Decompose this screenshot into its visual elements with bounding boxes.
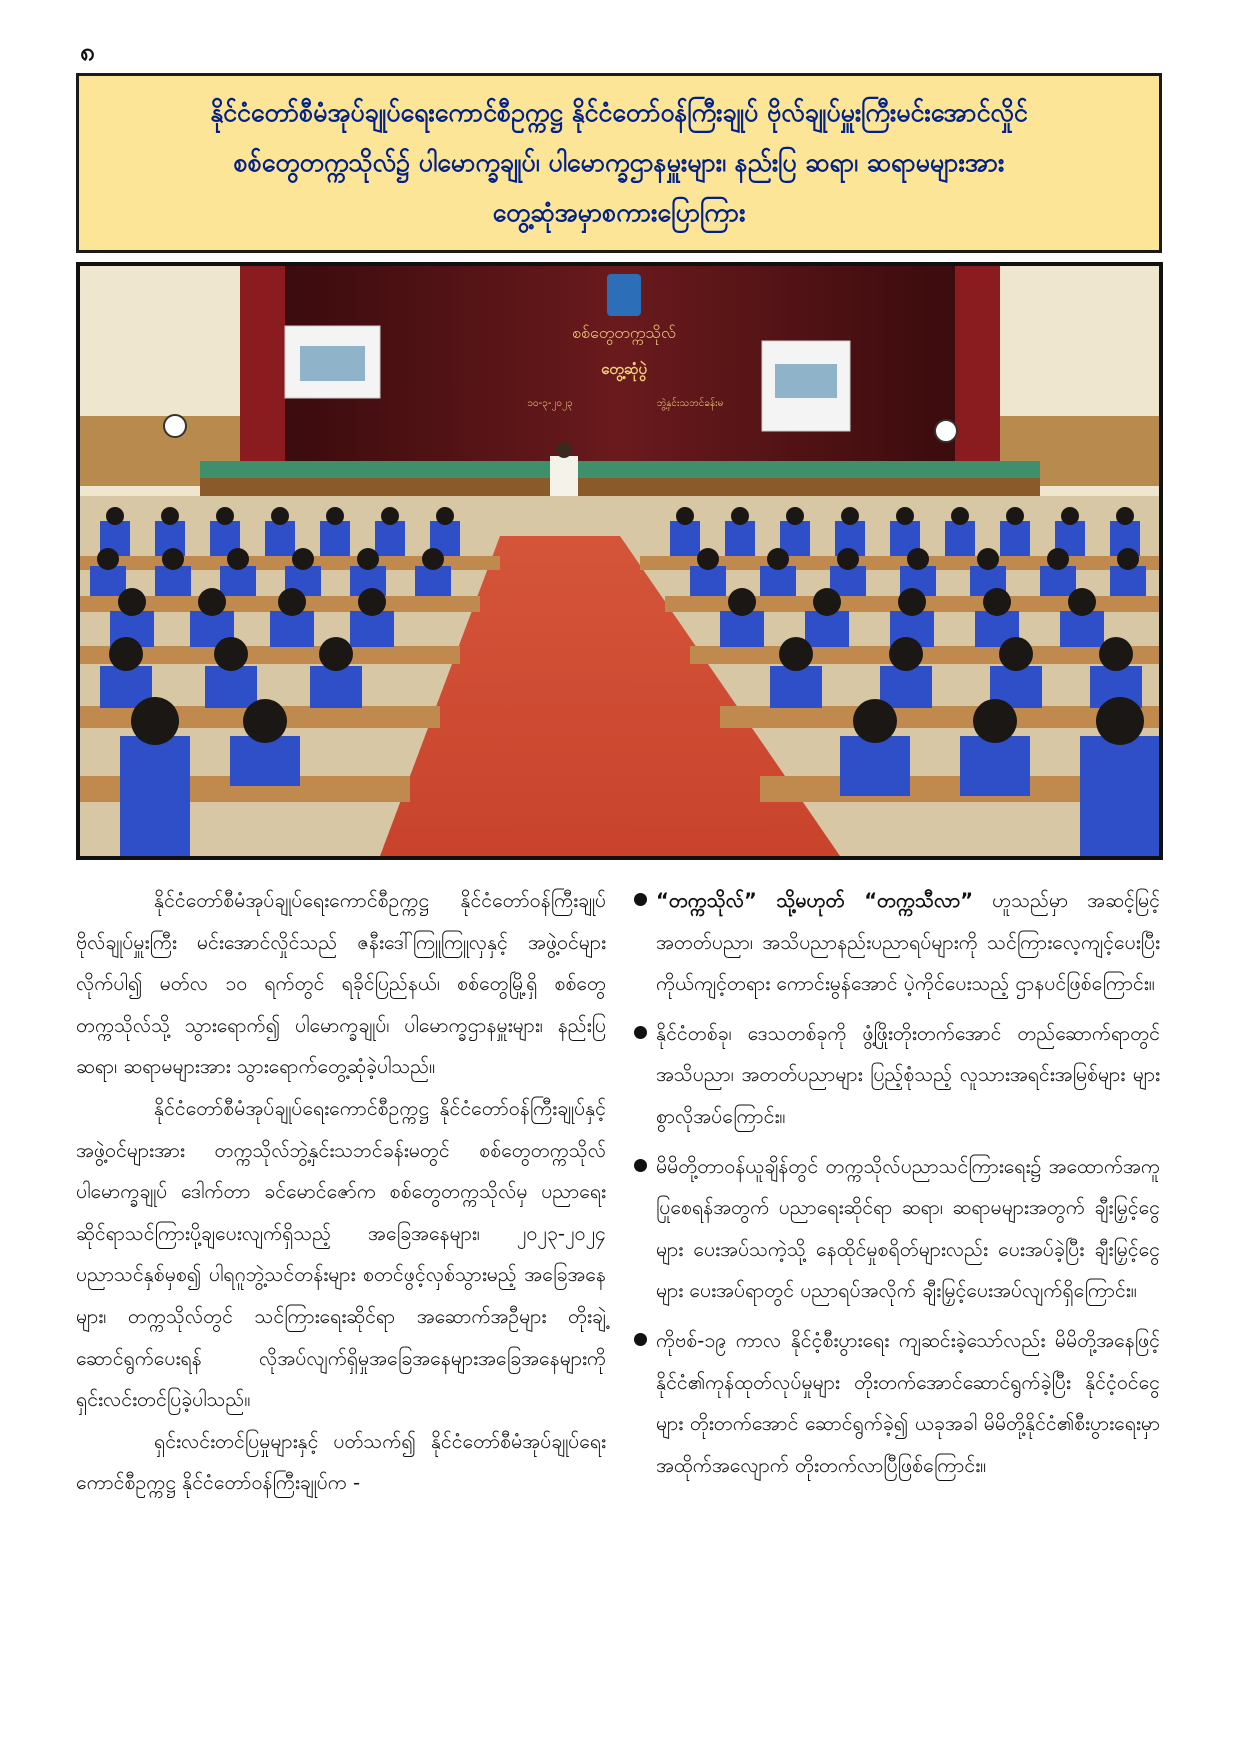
right-column — [630, 880, 1160, 1494]
stage-venue: ဘွဲ့နှင်းသဘင်ခန်းမ — [656, 398, 724, 409]
headline-line-1: နိုင်ငံတော်စီမံအုပ်ချုပ်ရေးကောင်စီဥက္ကဋ္ဌ နိုင်ငံတော်ဝန်ကြီးချုပ် ဗိုလ်ချုပ်မှူးကြီးမင်းအောင်လှိုင် — [210, 98, 1028, 127]
left-column — [76, 880, 606, 1504]
bullet-text: ကိုဗစ်-၁၉ ကာလ နိုင်ငံ့စီးပွားရေး ကျဆင်းခဲ့သော်လည်း မိမိတို့အနေဖြင့် နိုင်ငံ၏ကုန်ထုတ်လုပ်မှုများ တိုးတက်အောင်ဆောင်ရွက်ခဲ့ပြီး နိုင်ငံ့ဝင်ငွေများ တိုးတက်အောင် ဆောင်ရွက်ခဲ့၍ ယခုအခါ မိမိတို့နိုင်ငံ၏စီးပွားရေးမှာ အထိုက်အလျောက် တိုးတက်လာပြီဖြစ်ကြောင်း။ — [656, 1328, 1160, 1477]
body-paragraph-3: ရှင်းလင်းတင်ပြမှုများနှင့် ပတ်သက်၍ နိုင်ငံတော်စီမံအုပ်ချုပ်ရေးကောင်စီဥက္ကဋ္ဌ နိုင်ငံတော်ဝန်ကြီးချုပ်က - — [76, 1429, 606, 1495]
page-number: ၈ — [80, 37, 95, 67]
bullet-dot-icon — [634, 1159, 647, 1172]
stage-date: ၁၀-၃-၂၀၂၃ — [527, 398, 573, 409]
wall-clock-icon — [164, 415, 186, 437]
bullet-emphasis-term: “တက္ကသိုလ်” သို့မဟုတ် “တက္ကသီလာ” — [656, 889, 974, 912]
list-item — [630, 1146, 1160, 1312]
bullet-dot-icon — [634, 1026, 647, 1039]
list-item — [630, 1320, 1160, 1486]
body-paragraph-2: နိုင်ငံတော်စီမံအုပ်ချုပ်ရေးကောင်စီဥက္ကဋ္ဌ နိုင်ငံတော်ဝန်ကြီးချုပ်နှင့်အဖွဲ့ဝင်များအား တက္ကသိုလ်ဘွဲ့နှင်းသဘင်ခန်းမတွင် စစ်တွေတက္ကသိုလ် ပါမောက္ခချုပ် ဒေါက်တာ ခင်မောင်ဇော်က စစ်တွေတက္ကသိုလ်မှ ပညာရေးဆိုင်ရာသင်ကြားပို့ချပေးလျက်ရှိသည့် အခြေအနေများ၊ ၂၀၂၃-၂၀၂၄ ပညာသင်နှစ်မှစ၍ ပါရဂူဘွဲ့သင်တန်းများ စတင်ဖွင့်လှစ်သွားမည့် အခြေအနေများ၊ တက္ကသိုလ်တွင် သင်ကြားရေးဆိုင်ရာ အဆောက်အဦများ တိုးချဲ့ဆောင်ရွက်ပေးရန် လိုအပ်လျက်ရှိမှုအခြေအနေများအခြေအနေများကို ရှင်းလင်းတင်ပြခဲ့ပါသည်။ — [76, 1096, 606, 1412]
bullet-list — [630, 880, 1160, 1486]
headline-line-3: တွေ့ဆုံအမှာစကားပြောကြား — [492, 198, 746, 227]
bullet-text: မိမိတို့တာဝန်ယူချိန်တွင် တက္ကသိုလ်ပညာသင်ကြားရေး၌ အထောက်အကူပြုစေရန်အတွက် ပညာရေးဆိုင်ရာ ဆရာ၊ ဆရာမများအတွက် ချီးမြှင့်ငွေများ ပေးအပ်သကဲ့သို့ နေထိုင်မှုစရိတ်များလည်း ပေးအပ်ခဲ့ပြီး ချီးမြှင့်ငွေများ ပေးအပ်ရာတွင် ပညာရပ်အလိုက် ချီးမြှင့်ပေးအပ်လျက်ရှိကြောင်း။ — [656, 1154, 1160, 1303]
body-paragraph-1: နိုင်ငံတော်စီမံအုပ်ချုပ်ရေးကောင်စီဥက္ကဋ္ဌ နိုင်ငံတော်ဝန်ကြီးချုပ် ဗိုလ်ချုပ်မှူးကြီး မင်းအောင်လှိုင်သည် ဇနီးဒေါ်ကြူကြူလှနှင့် အဖွဲ့ဝင်များလိုက်ပါ၍ မတ်လ ၁၀ ရက်တွင် ရခိုင်ပြည်နယ်၊ စစ်တွေမြို့ရှိ စစ်တွေတက္ကသိုလ်သို့ သွားရောက်၍ ပါမောက္ခချုပ်၊ ပါမောက္ခဌာနမှူးများ၊ နည်းပြ ဆရာ၊ ဆရာမများအား သွားရောက်တွေ့ဆုံခဲ့ပါသည်။ — [76, 889, 606, 1079]
event-photo — [76, 262, 1163, 860]
stage-title: စစ်တွေတက္ကသိုလ် — [572, 323, 676, 342]
stage-subtitle: တွေ့ဆုံပွဲ — [601, 360, 647, 378]
list-item — [630, 1013, 1160, 1138]
bullet-dot-icon — [634, 1333, 647, 1346]
bullet-text: နိုင်ငံတစ်ခု၊ ဒေသတစ်ခုကို ဖွံ့ဖြိုးတိုးတက်အောင် တည်ဆောက်ရာတွင် အသိပညာ၊ အတတ်ပညာများ ပြည့်စုံသည့် လူသားအရင်းအမြစ်များ များစွာလိုအပ်ကြောင်း။ — [656, 1021, 1160, 1128]
bullet-dot-icon — [634, 893, 647, 906]
list-item — [630, 880, 1160, 1005]
headline-box — [76, 73, 1162, 253]
wall-clock-icon — [935, 420, 957, 442]
university-emblem-icon — [607, 274, 641, 316]
bullet-text: ဟူသည်မှာ အဆင့်မြင့် အတတ်ပညာ၊ အသိပညာနည်းပညာရပ်များကို သင်ကြားလေ့ကျင့်ပေးပြီး ကိုယ်ကျင့်တရား ကောင်းမွန်အောင် ပဲ့ကိုင်ပေးသည့် ဌာနပင်ဖြစ်ကြောင်း။ — [656, 889, 1160, 996]
headline-line-2: စစ်တွေတက္ကသိုလ်၌ ပါမောက္ခချုပ်၊ ပါမောက္ခဌာနမှူးများ၊ နည်းပြ ဆရာ၊ ဆရာမများအား — [233, 148, 1005, 177]
auditorium-scene — [80, 266, 1159, 856]
